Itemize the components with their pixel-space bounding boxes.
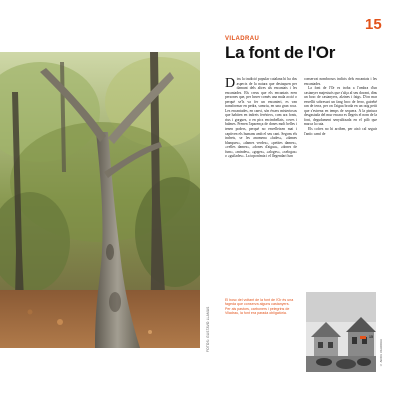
paragraph-2: conservat nombrosos indicis dels encantats i les encantades.: [304, 77, 377, 86]
tree-illustration: [0, 52, 200, 348]
paragraph-4: Els cofres no hi arriben, per això cal seguir l'antic camí de: [304, 127, 377, 136]
text-column-1: [225, 77, 297, 159]
footer-accent-bar: [360, 336, 366, 339]
paragraph-3: La font de l'Or es troba a l'ombra d'un castanyer majestuós que s'alça al seu davant, dins un bosc de castanyers, alzines i faigs. D'on mar envellit sobresurt un fang broc de ferro, gairebé ran de terra, per on l'aigua broda en un raig petit que s'estrena en temps de sequera. A la pintura desgastada del mur encara es llegeix el nom de la font, degudament senyalitzada en el pilò que marca la ruta.: [304, 86, 377, 127]
page-number: 15: [365, 16, 382, 33]
photo-caption: El bosc del voltant de la font de l'Or és una fageda que conserva alguns castanyers. Per als pastors, carboners i pelegrins de Viladrau, la font era parada obligatòria.: [225, 298, 294, 316]
paragraph-1: [225, 77, 297, 159]
article-title: La font de l'Or: [225, 43, 336, 62]
text-column-2: [304, 77, 377, 136]
paragraph-1-text: ins la tradició popular catalana hi ha dos aspects de la natura que destaquen per damunt dels altres als encantats i les encantades. Els creus que els encantats eren persones que, per haver comès una mala acció o perquè se'ls va fer un encanteri, es van transformar en pedra, somriu, en una gran roca. Les encantades, en canvi, són éssers misteriosos que habiten en indrets feréstecs, com ara fonts, rius i gorgues, o en pics encimbellats, coves i balmes. Prenen l'aparença de dones molt belles i tenen poders, perquè no envelleixen mai i captiven els humans amb el seu cant. Segons els indrets, se les anomena «fades», «dames blanques», «dames verdes», «petites dames», «velles dames», «dones d'aigua», «dones de fum», «mindes», «goges», «aloges», «xelogas» o «guilades». La toponímia i el llegendari han: [225, 77, 297, 159]
inset-credit: © ARXIU VILADRAU: [379, 339, 383, 367]
forest-photo: [0, 52, 200, 348]
drop-cap: D: [225, 76, 236, 91]
photo-credit: FOTOS: GUSTAVO LLAMAS: [206, 306, 210, 352]
footer-page-number: 15: [369, 335, 373, 339]
location-label: VILADRAU: [225, 36, 260, 42]
village-photo: [306, 292, 376, 372]
page-footer: [360, 335, 373, 339]
village-illustration: [306, 292, 376, 372]
